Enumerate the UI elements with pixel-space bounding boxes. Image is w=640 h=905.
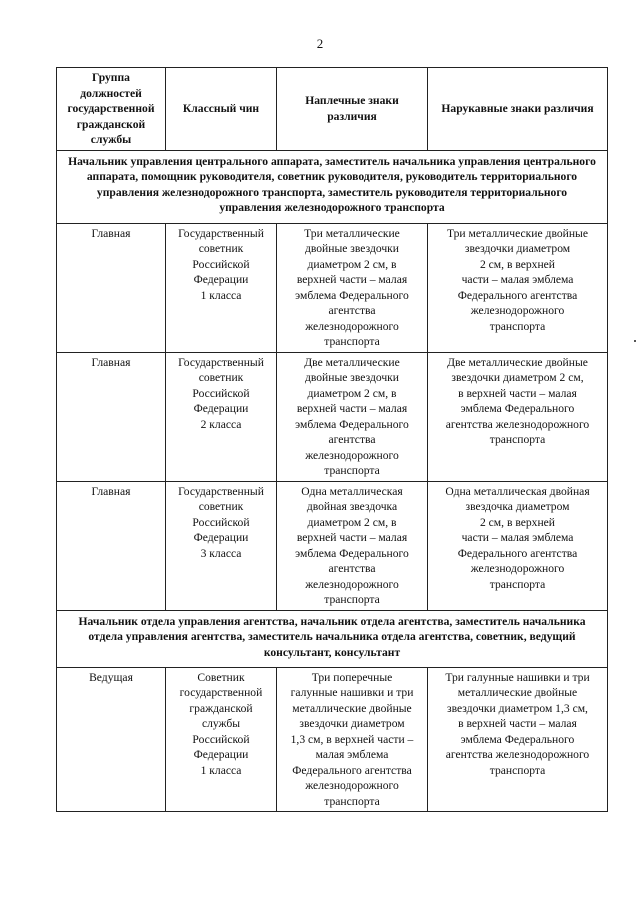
cell-text-line: звездочка диаметром bbox=[465, 500, 570, 513]
cell-text-line: гражданской bbox=[189, 701, 253, 715]
cell-text-line: металлические двойные bbox=[457, 686, 578, 699]
cell-text-line: транспорта bbox=[489, 433, 546, 446]
insignia-table bbox=[56, 67, 608, 812]
cell-text-line: в верхней части – малая bbox=[458, 717, 577, 730]
table-row bbox=[57, 481, 608, 610]
cell-text-line: звездочки диаметром bbox=[299, 717, 405, 730]
cell-text-line: Российской bbox=[192, 515, 250, 529]
cell-text-line: Советник bbox=[197, 670, 245, 684]
cell-text-line: Три поперечные bbox=[311, 670, 393, 684]
cell-text-line: 2 см, в верхней bbox=[479, 257, 556, 271]
cell-rank bbox=[166, 481, 277, 610]
cell-text-line: галунные нашивки и три bbox=[290, 686, 414, 699]
cell-text-line: двойные звездочки bbox=[304, 371, 400, 384]
table-header-row bbox=[57, 68, 608, 151]
cell-text-line: Три галунные нашивки и три bbox=[445, 670, 590, 684]
cell-text-line: железнодорожного bbox=[305, 779, 399, 792]
cell-shoulder bbox=[277, 223, 428, 352]
cell-text-line: диаметром 2 см, в bbox=[307, 257, 397, 271]
cell-text-line: Одна металлическая bbox=[301, 484, 403, 498]
cell-text-line: железнодорожного bbox=[305, 448, 399, 462]
cell-text-line: эмблема Федерального bbox=[460, 732, 575, 746]
cell-text-line: малая эмблема bbox=[315, 748, 389, 761]
cell-text-line: Три металлические двойные bbox=[447, 226, 588, 240]
cell-text-line: Государственный bbox=[178, 355, 264, 369]
cell-shoulder bbox=[277, 667, 428, 812]
cell-text-line: железнодорожного bbox=[470, 304, 565, 317]
table-body bbox=[57, 150, 608, 812]
cell-text-line: Три металлические bbox=[304, 226, 400, 240]
cell-text-line: Федерации bbox=[193, 748, 249, 761]
cell-text-line: Федерального агентства bbox=[292, 763, 412, 777]
cell-text-line: эмблема Федерального bbox=[295, 417, 409, 431]
cell-text-line: агентства железнодорожного bbox=[445, 748, 590, 761]
cell-text-line: верхней части – малая bbox=[296, 402, 408, 415]
cell-text-line: транспорта bbox=[324, 335, 380, 348]
cell-sleeve bbox=[428, 667, 608, 812]
cell-text-line: Две металлические bbox=[304, 355, 400, 369]
cell-text-line: Российской bbox=[192, 386, 250, 400]
cell-text-line: Федерации bbox=[193, 402, 249, 415]
cell-text-line: 2 см, в верхней bbox=[479, 515, 556, 529]
cell-rank bbox=[166, 667, 277, 812]
cell-text-line: двойные звездочки bbox=[304, 242, 400, 255]
cell-text-line: транспорта bbox=[324, 464, 380, 477]
cell-text-line: звездочки диаметром 2 см, bbox=[451, 371, 584, 384]
cell-text-line: в верхней части – малая bbox=[458, 386, 577, 400]
cell-sleeve bbox=[428, 223, 608, 352]
cell-text-line: 2 класса bbox=[200, 417, 242, 431]
cell-group: Ведущая bbox=[57, 667, 166, 812]
page-number: 2 bbox=[316, 36, 324, 51]
header-position-group: Группа должностей государственной гражданской службы bbox=[57, 68, 166, 151]
section-row bbox=[57, 610, 608, 667]
cell-text-line: двойная звездочка bbox=[306, 500, 398, 513]
table-row bbox=[57, 352, 608, 481]
cell-sleeve bbox=[428, 481, 608, 610]
cell-text-line: Одна металлическая двойная bbox=[445, 484, 590, 498]
cell-shoulder bbox=[277, 481, 428, 610]
cell-text-line: агентства bbox=[328, 304, 376, 317]
cell-text-line: транспорта bbox=[489, 577, 546, 591]
cell-text-line: эмблема Федерального bbox=[460, 402, 575, 415]
section-title-2: Начальник отдела управления агентства, начальник отдела агентства, заместитель начальника отдела управления агентства, заместитель начальника отдела агентства, советник, ведущий консультант, консультант bbox=[57, 610, 608, 667]
cell-sleeve bbox=[428, 352, 608, 481]
cell-text-line: диаметром 2 см, в bbox=[307, 386, 397, 400]
cell-text-line: железнодорожного bbox=[305, 577, 399, 591]
cell-text-line: Российской bbox=[192, 257, 250, 271]
cell-text-line: металлические двойные bbox=[292, 701, 412, 715]
table-row bbox=[57, 223, 608, 352]
cell-text-line: эмблема Федерального bbox=[295, 288, 409, 302]
section-title-1: Начальник управления центрального аппарата, заместитель начальника управления центрального аппарата, помощник руководителя, советник руководителя, руководитель территориального управления железнодорожного транспорта, заместитель руководителя территориального управления железнодорожного транспорта bbox=[57, 150, 608, 223]
cell-text-line: части – малая эмблема bbox=[461, 273, 574, 286]
cell-text-line: диаметром 2 см, в bbox=[307, 515, 397, 529]
cell-text-line: железнодорожного bbox=[470, 562, 565, 575]
cell-text-line: Федерации bbox=[193, 273, 249, 286]
cell-text-line: транспорта bbox=[324, 794, 380, 808]
cell-text-line: агентства железнодорожного bbox=[445, 417, 590, 431]
table-row bbox=[57, 667, 608, 812]
cell-text-line: службы bbox=[201, 717, 241, 730]
cell-group: Главная bbox=[57, 481, 166, 610]
cell-text-line: верхней части – малая bbox=[296, 273, 408, 286]
cell-text-line: советник bbox=[198, 242, 244, 255]
cell-text-line: железнодорожного bbox=[305, 319, 399, 333]
cell-text-line: Федерации bbox=[193, 531, 249, 544]
cell-text-line: части – малая эмблема bbox=[461, 531, 574, 544]
cell-text-line: Федерального агентства bbox=[457, 288, 578, 302]
cell-rank bbox=[166, 352, 277, 481]
cell-group: Главная bbox=[57, 223, 166, 352]
cell-text-line: эмблема Федерального bbox=[295, 546, 409, 560]
cell-text-line: Две металлические двойные bbox=[447, 355, 588, 369]
header-class-rank: Классный чин bbox=[166, 68, 277, 151]
cell-text-line: Государственный bbox=[178, 226, 264, 240]
scan-mark bbox=[634, 340, 636, 342]
cell-text-line: государственной bbox=[179, 686, 263, 699]
cell-text-line: звездочки диаметром bbox=[464, 242, 571, 255]
cell-text-line: Федерального агентства bbox=[457, 546, 578, 560]
cell-text-line: Российской bbox=[192, 732, 250, 746]
cell-group: Главная bbox=[57, 352, 166, 481]
cell-text-line: 3 класса bbox=[200, 546, 242, 560]
cell-text-line: агентства bbox=[328, 562, 376, 575]
cell-text-line: транспорта bbox=[489, 763, 546, 777]
cell-text-line: советник bbox=[198, 371, 244, 384]
header-shoulder-insignia: Наплечные знаки различия bbox=[277, 68, 428, 151]
section-row bbox=[57, 150, 608, 223]
cell-shoulder bbox=[277, 352, 428, 481]
cell-text-line: 1 класса bbox=[200, 763, 242, 777]
cell-text-line: верхней части – малая bbox=[296, 531, 408, 544]
cell-text-line: 1,3 см, в верхней части – bbox=[290, 732, 414, 746]
cell-text-line: транспорта bbox=[489, 319, 546, 333]
cell-text-line: звездочки диаметром 1,3 см, bbox=[447, 701, 588, 715]
cell-text-line: транспорта bbox=[324, 593, 380, 606]
cell-text-line: 1 класса bbox=[200, 288, 242, 302]
cell-text-line: Государственный bbox=[178, 484, 264, 498]
cell-text-line: советник bbox=[198, 500, 244, 513]
cell-rank bbox=[166, 223, 277, 352]
header-sleeve-insignia: Нарукавные знаки различия bbox=[428, 68, 608, 151]
cell-text-line: агентства bbox=[328, 433, 376, 446]
